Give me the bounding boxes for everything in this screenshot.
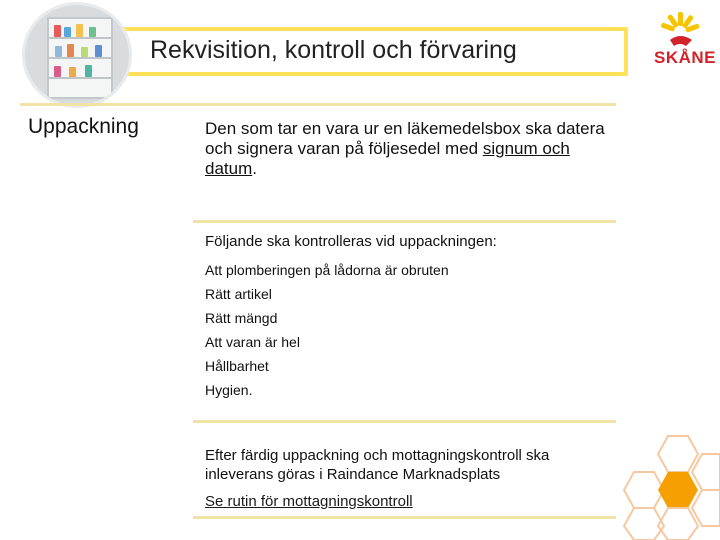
medicine-box bbox=[67, 44, 74, 57]
cabinet-shelf bbox=[49, 57, 111, 59]
list-item: Hållbarhet bbox=[205, 358, 269, 374]
page-title: Rekvisition, kontroll och förvaring bbox=[150, 36, 517, 64]
routine-link[interactable]: Se rutin för mottagningskontroll bbox=[205, 493, 413, 510]
cabinet-shelf bbox=[49, 77, 111, 79]
intro-text bbox=[205, 119, 605, 179]
section-heading: Uppackning bbox=[28, 115, 139, 138]
medicine-cabinet-illustration bbox=[22, 2, 132, 108]
divider bbox=[193, 516, 616, 519]
intro-underlined: signum och datum bbox=[205, 139, 570, 178]
medicine-box bbox=[81, 47, 88, 57]
medicine-box bbox=[55, 46, 62, 57]
divider bbox=[20, 103, 616, 106]
intro-end: . bbox=[252, 159, 257, 178]
list-item: Att plomberingen på lådorna är obruten bbox=[205, 262, 449, 278]
medicine-box bbox=[54, 25, 61, 37]
divider bbox=[193, 420, 616, 423]
list-item: Rätt artikel bbox=[205, 286, 272, 302]
medicine-box bbox=[95, 45, 102, 57]
list-item: Rätt mängd bbox=[205, 310, 278, 326]
list-item: Hygien. bbox=[205, 382, 253, 398]
medicine-box bbox=[54, 66, 61, 77]
medicine-box bbox=[69, 67, 76, 77]
cabinet-frame bbox=[47, 17, 113, 99]
divider bbox=[193, 220, 616, 223]
medicine-box bbox=[89, 27, 96, 37]
cabinet-shelf bbox=[49, 37, 111, 39]
hexagon-decoration-icon bbox=[590, 428, 720, 540]
logo-text: SKÅNE bbox=[654, 48, 717, 67]
medicine-box bbox=[76, 24, 83, 37]
medicine-box bbox=[64, 27, 71, 37]
checks-heading: Följande ska kontrolleras vid uppackningen: bbox=[205, 233, 497, 250]
intro-part: Den som tar en vara ur en läkemedelsbox ska datera och signera varan på följesedel med bbox=[205, 119, 605, 158]
list-item: Att varan är hel bbox=[205, 334, 300, 350]
medicine-box bbox=[85, 65, 92, 77]
after-text: Efter färdig uppackning och mottagningskontroll ska inleverans göras i Raindance Marknadsplats bbox=[205, 447, 550, 483]
